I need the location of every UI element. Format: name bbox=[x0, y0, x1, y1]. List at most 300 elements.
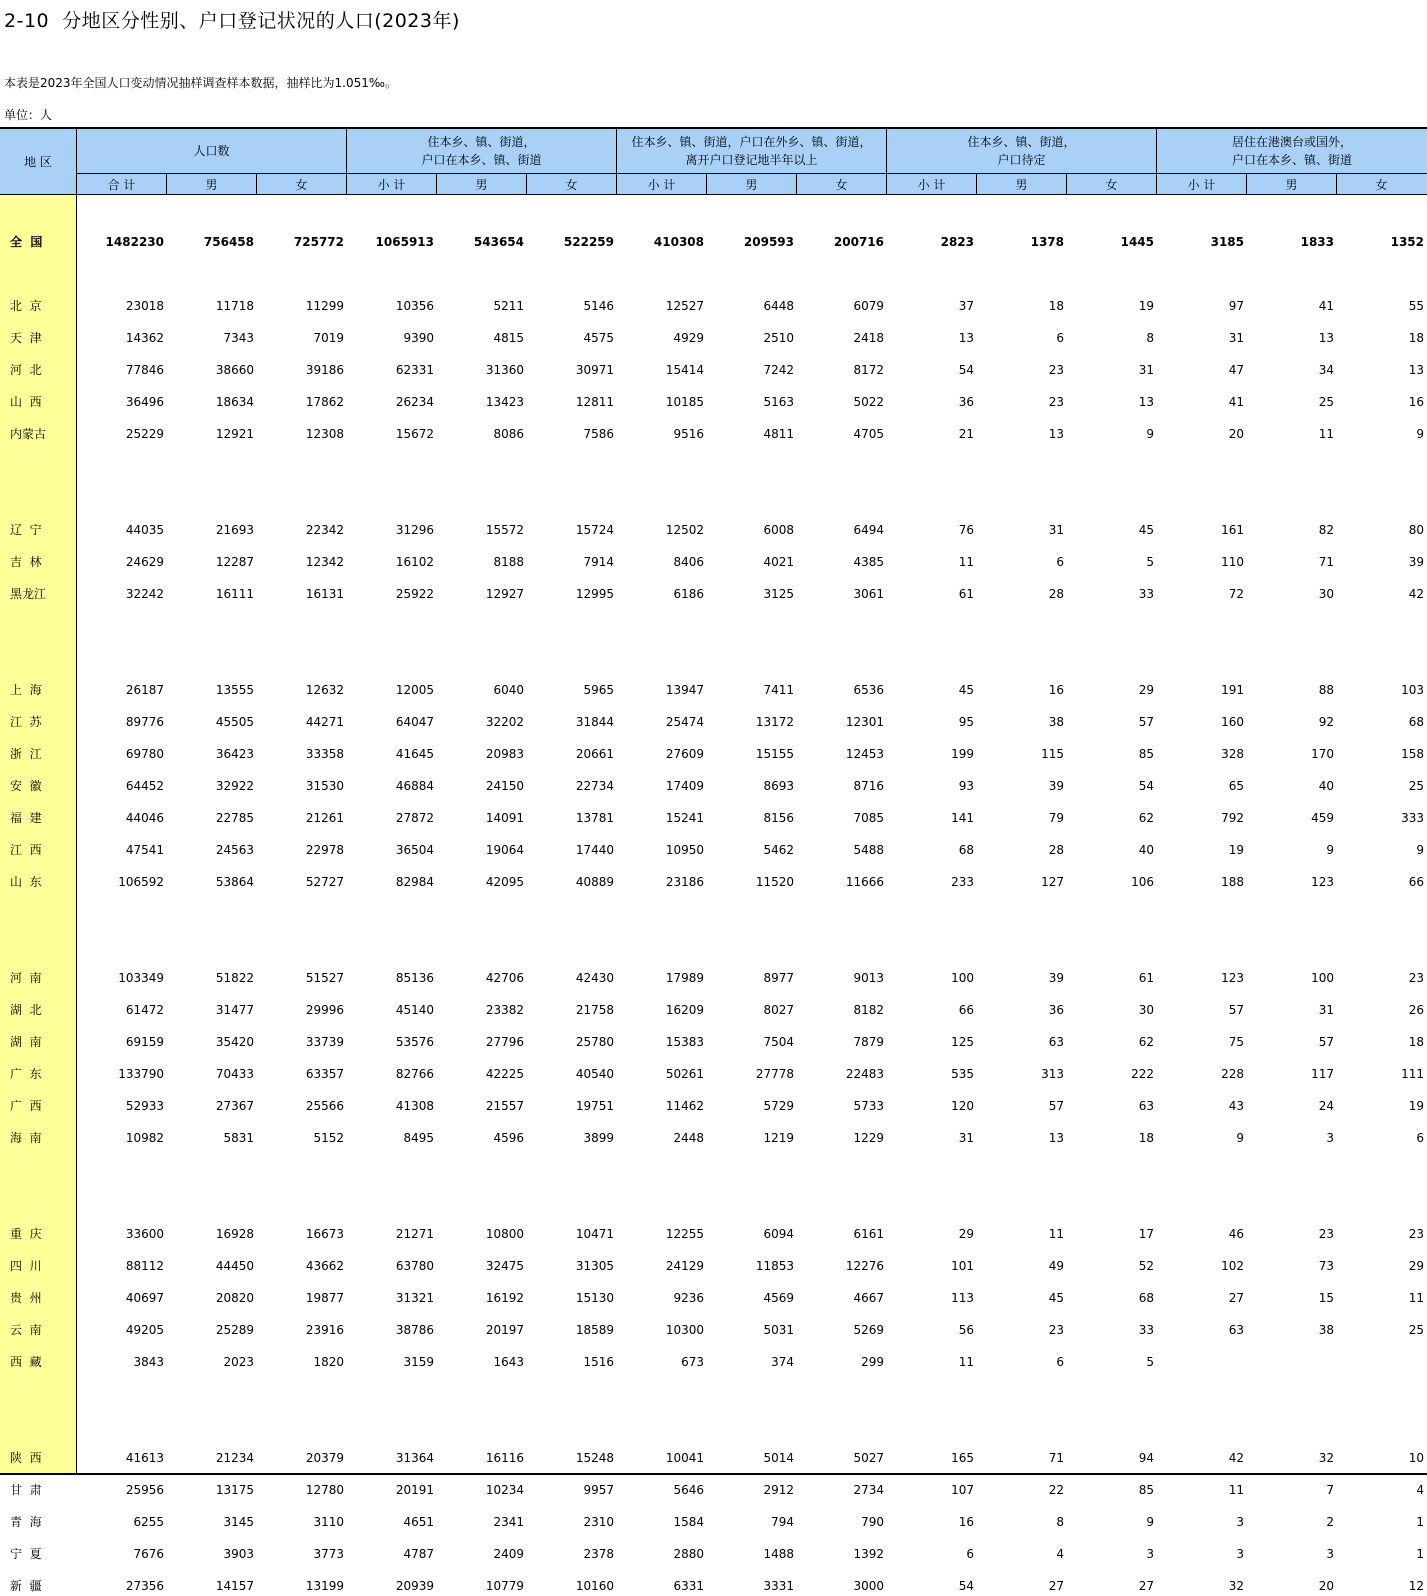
cell-value: 5027 bbox=[853, 1451, 884, 1465]
cell-value: 794 bbox=[771, 1515, 794, 1529]
cell-value: 13 bbox=[1048, 427, 1064, 441]
cell-value: 13781 bbox=[575, 811, 614, 825]
cell-value: 6 bbox=[1416, 1131, 1424, 1145]
cell-value: 57 bbox=[1318, 1035, 1334, 1049]
cell-value: 3899 bbox=[583, 1131, 614, 1145]
cell-value: 19751 bbox=[575, 1099, 614, 1113]
cell-value: 54 bbox=[958, 363, 974, 377]
cell-value: 29996 bbox=[305, 1003, 344, 1017]
cell-value: 4575 bbox=[583, 331, 614, 345]
region-name: 陕 西 bbox=[10, 1451, 42, 1465]
cell-value: 13172 bbox=[755, 715, 794, 729]
cell-value: 170 bbox=[1311, 747, 1334, 761]
cell-value: 27 bbox=[1228, 1291, 1244, 1305]
cell-value: 11 bbox=[958, 555, 974, 569]
cell-value: 13423 bbox=[485, 395, 524, 409]
cell-value: 36496 bbox=[125, 395, 164, 409]
region-name: 湖 南 bbox=[10, 1035, 42, 1049]
cell-value: 673 bbox=[681, 1355, 704, 1369]
cell-value: 26187 bbox=[125, 683, 164, 697]
cell-value: 107 bbox=[951, 1483, 974, 1497]
cell-value: 8495 bbox=[403, 1131, 434, 1145]
cell-value: 85136 bbox=[395, 971, 434, 985]
cell-value: 12342 bbox=[305, 555, 344, 569]
cell-value: 39 bbox=[1048, 779, 1064, 793]
cell-value: 24563 bbox=[215, 843, 254, 857]
cell-value: 10160 bbox=[575, 1579, 614, 1593]
region-name: 甘 肃 bbox=[10, 1483, 42, 1497]
cell-value: 8086 bbox=[493, 427, 524, 441]
cell-value: 7085 bbox=[853, 811, 884, 825]
cell-value: 68 bbox=[958, 843, 974, 857]
cell-value: 20 bbox=[1318, 1579, 1334, 1593]
cell-value: 82766 bbox=[395, 1067, 434, 1081]
cell-value: 40540 bbox=[575, 1067, 614, 1081]
cell-value: 13555 bbox=[215, 683, 254, 697]
table-row bbox=[0, 328, 1427, 348]
cell-value: 40697 bbox=[125, 1291, 164, 1305]
region-name: 西 藏 bbox=[10, 1355, 42, 1369]
cell-value: 133790 bbox=[118, 1067, 164, 1081]
cell-value: 53864 bbox=[215, 875, 254, 889]
cell-value: 299 bbox=[861, 1355, 884, 1369]
region-name: 浙 江 bbox=[10, 747, 42, 761]
cell-value: 20 bbox=[1228, 427, 1244, 441]
table-row bbox=[0, 776, 1427, 796]
cell-value: 32202 bbox=[485, 715, 524, 729]
cell-value: 3110 bbox=[313, 1515, 344, 1529]
cell-value: 36 bbox=[1048, 1003, 1064, 1017]
cell-value: 5211 bbox=[493, 299, 524, 313]
cell-value: 49 bbox=[1048, 1259, 1064, 1273]
cell-value: 27609 bbox=[665, 747, 704, 761]
cell-value: 95 bbox=[958, 715, 974, 729]
cell-value: 23 bbox=[1048, 1323, 1064, 1337]
subheader-col-9: 女 bbox=[835, 177, 848, 192]
cell-value: 2880 bbox=[673, 1547, 704, 1561]
cell-value: 16673 bbox=[305, 1227, 344, 1241]
cell-value: 3 bbox=[1236, 1515, 1244, 1529]
cell-value: 45 bbox=[958, 683, 974, 697]
cell-value: 9236 bbox=[673, 1291, 704, 1305]
cell-value: 113 bbox=[951, 1291, 974, 1305]
cell-value: 16116 bbox=[485, 1451, 524, 1465]
cell-value: 11 bbox=[1228, 1483, 1244, 1497]
cell-value: 51822 bbox=[215, 971, 254, 985]
cell-value: 30 bbox=[1318, 587, 1334, 601]
region-name: 新 疆 bbox=[10, 1579, 42, 1593]
cell-value: 45 bbox=[1048, 1291, 1064, 1305]
table-row bbox=[0, 1448, 1427, 1468]
table-row bbox=[0, 392, 1427, 412]
cell-value: 27872 bbox=[395, 811, 434, 825]
cell-value: 61 bbox=[958, 587, 974, 601]
cell-value: 12811 bbox=[575, 395, 614, 409]
cell-value: 27778 bbox=[755, 1067, 794, 1081]
cell-value: 40889 bbox=[575, 875, 614, 889]
cell-value: 1820 bbox=[313, 1355, 344, 1369]
cell-value: 3331 bbox=[763, 1579, 794, 1593]
unit-label: 单位：人 bbox=[4, 108, 53, 122]
cell-value: 92 bbox=[1318, 715, 1334, 729]
cell-value: 66 bbox=[958, 1003, 974, 1017]
cell-value: 56 bbox=[958, 1323, 974, 1337]
cell-value: 16102 bbox=[395, 555, 434, 569]
cell-value: 30 bbox=[1138, 1003, 1154, 1017]
cell-value: 45505 bbox=[215, 715, 254, 729]
cell-value: 3159 bbox=[403, 1355, 434, 1369]
cell-value: 1065913 bbox=[375, 235, 434, 249]
cell-value: 31 bbox=[1318, 1003, 1334, 1017]
cell-value: 30971 bbox=[575, 363, 614, 377]
cell-value: 6186 bbox=[673, 587, 704, 601]
cell-value: 15241 bbox=[665, 811, 704, 825]
cell-value: 22 bbox=[1048, 1483, 1064, 1497]
region-name: 青 海 bbox=[10, 1515, 42, 1529]
cell-value: 1584 bbox=[673, 1515, 704, 1529]
cell-value: 1229 bbox=[853, 1131, 884, 1145]
cell-value: 68 bbox=[1138, 1291, 1154, 1305]
cell-value: 2023 bbox=[223, 1355, 254, 1369]
cell-value: 5 bbox=[1146, 555, 1154, 569]
cell-value: 756458 bbox=[203, 235, 254, 249]
cell-value: 24150 bbox=[485, 779, 524, 793]
cell-value: 15 bbox=[1318, 1291, 1334, 1305]
cell-value: 31364 bbox=[395, 1451, 434, 1465]
cell-value: 21557 bbox=[485, 1099, 524, 1113]
cell-value: 6094 bbox=[763, 1227, 794, 1241]
cell-value: 16 bbox=[1408, 395, 1424, 409]
cell-value: 7586 bbox=[583, 427, 614, 441]
cell-value: 160 bbox=[1221, 715, 1244, 729]
cell-value: 46 bbox=[1228, 1227, 1244, 1241]
table-row bbox=[0, 872, 1427, 892]
cell-value: 1833 bbox=[1300, 235, 1334, 249]
cell-value: 1219 bbox=[763, 1131, 794, 1145]
cell-value: 42706 bbox=[485, 971, 524, 985]
cell-value: 31296 bbox=[395, 523, 434, 537]
cell-value: 20939 bbox=[395, 1579, 434, 1593]
table-row bbox=[0, 1256, 1427, 1276]
subheader-col-15: 女 bbox=[1375, 177, 1388, 192]
cell-value: 38660 bbox=[215, 363, 254, 377]
cell-value: 32 bbox=[1228, 1579, 1244, 1593]
cell-value: 7242 bbox=[763, 363, 794, 377]
cell-value: 3 bbox=[1236, 1547, 1244, 1561]
cell-value: 5031 bbox=[763, 1323, 794, 1337]
cell-value: 69780 bbox=[125, 747, 164, 761]
cell-value: 57 bbox=[1228, 1003, 1244, 1017]
cell-value: 228 bbox=[1221, 1067, 1244, 1081]
cell-value: 75 bbox=[1228, 1035, 1244, 1049]
cell-value: 21234 bbox=[215, 1451, 254, 1465]
table-row bbox=[0, 808, 1427, 828]
cell-value: 77846 bbox=[125, 363, 164, 377]
cell-value: 9 bbox=[1146, 1515, 1154, 1529]
table-row bbox=[0, 968, 1427, 988]
cell-value: 57 bbox=[1138, 715, 1154, 729]
cell-value: 82984 bbox=[395, 875, 434, 889]
cell-value: 28 bbox=[1048, 587, 1064, 601]
cell-value: 6536 bbox=[853, 683, 884, 697]
cell-value: 24 bbox=[1318, 1099, 1334, 1113]
region-name: 海 南 bbox=[10, 1131, 42, 1145]
header-group-4-line1: 住本乡、镇、街道， bbox=[967, 135, 1076, 149]
cell-value: 6494 bbox=[853, 523, 884, 537]
cell-value: 7676 bbox=[133, 1547, 164, 1561]
subheader-col-7: 小 计 bbox=[647, 177, 676, 192]
cell-value: 9 bbox=[1416, 843, 1424, 857]
cell-value: 42430 bbox=[575, 971, 614, 985]
cell-value: 6448 bbox=[763, 299, 794, 313]
cell-value: 25 bbox=[1408, 1323, 1424, 1337]
table-row bbox=[0, 1224, 1427, 1244]
table-row bbox=[0, 584, 1427, 604]
cell-value: 29 bbox=[958, 1227, 974, 1241]
cell-value: 2418 bbox=[853, 331, 884, 345]
cell-value: 117 bbox=[1311, 1067, 1334, 1081]
cell-value: 12287 bbox=[215, 555, 254, 569]
cell-value: 200716 bbox=[833, 235, 884, 249]
cell-value: 15155 bbox=[755, 747, 794, 761]
cell-value: 3185 bbox=[1210, 235, 1244, 249]
region-name: 四 川 bbox=[10, 1259, 42, 1273]
table-row bbox=[0, 744, 1427, 764]
cell-value: 1445 bbox=[1120, 235, 1154, 249]
cell-value: 22483 bbox=[845, 1067, 884, 1081]
cell-value: 9 bbox=[1326, 843, 1334, 857]
cell-value: 71 bbox=[1318, 555, 1334, 569]
cell-value: 17409 bbox=[665, 779, 704, 793]
cell-value: 10779 bbox=[485, 1579, 524, 1593]
header-group-2-line1: 住本乡、镇、街道， bbox=[427, 135, 536, 149]
region-name: 辽 宁 bbox=[10, 523, 42, 537]
cell-value: 24129 bbox=[665, 1259, 704, 1273]
cell-value: 18 bbox=[1408, 1035, 1424, 1049]
region-name: 内蒙古 bbox=[10, 427, 47, 441]
cell-value: 16192 bbox=[485, 1291, 524, 1305]
region-name: 上 海 bbox=[10, 683, 42, 697]
cell-value: 21693 bbox=[215, 523, 254, 537]
cell-value: 1516 bbox=[583, 1355, 614, 1369]
cell-value: 20661 bbox=[575, 747, 614, 761]
cell-value: 25922 bbox=[395, 587, 434, 601]
table-row bbox=[0, 1480, 1427, 1500]
cell-value: 141 bbox=[951, 811, 974, 825]
region-name: 天 津 bbox=[10, 331, 42, 345]
cell-value: 313 bbox=[1041, 1067, 1064, 1081]
cell-value: 115 bbox=[1041, 747, 1064, 761]
region-name: 吉 林 bbox=[10, 555, 42, 569]
cell-value: 3843 bbox=[133, 1355, 164, 1369]
cell-value: 41 bbox=[1318, 299, 1334, 313]
cell-value: 36504 bbox=[395, 843, 434, 857]
region-name: 黑龙江 bbox=[10, 587, 47, 601]
cell-value: 106 bbox=[1131, 875, 1154, 889]
subheader-col-8: 男 bbox=[745, 177, 758, 192]
cell-value: 4705 bbox=[853, 427, 884, 441]
cell-value: 22342 bbox=[305, 523, 344, 537]
cell-value: 5646 bbox=[673, 1483, 704, 1497]
cell-value: 18 bbox=[1138, 1131, 1154, 1145]
cell-value: 1352 bbox=[1390, 235, 1424, 249]
subheader-col-12: 女 bbox=[1105, 177, 1118, 192]
cell-value: 13 bbox=[1318, 331, 1334, 345]
cell-value: 10982 bbox=[125, 1131, 164, 1145]
cell-value: 20820 bbox=[215, 1291, 254, 1305]
header-group-1 bbox=[77, 129, 346, 173]
cell-value: 3 bbox=[1326, 1547, 1334, 1561]
table-row bbox=[0, 360, 1427, 380]
cell-value: 15130 bbox=[575, 1291, 614, 1305]
cell-value: 82 bbox=[1318, 523, 1334, 537]
cell-value: 165 bbox=[951, 1451, 974, 1465]
cell-value: 31844 bbox=[575, 715, 614, 729]
table-row bbox=[0, 680, 1427, 700]
cell-value: 42095 bbox=[485, 875, 524, 889]
cell-value: 25566 bbox=[305, 1099, 344, 1113]
cell-value: 522259 bbox=[563, 235, 614, 249]
cell-value: 5 bbox=[1146, 1355, 1154, 1369]
cell-value: 6 bbox=[1056, 555, 1064, 569]
subheader-col-13: 小 计 bbox=[1187, 177, 1216, 192]
region-name: 河 南 bbox=[10, 971, 42, 985]
cell-value: 71 bbox=[1048, 1451, 1064, 1465]
cell-value: 50261 bbox=[665, 1067, 704, 1081]
region-name: 宁 夏 bbox=[10, 1547, 42, 1561]
cell-value: 31 bbox=[1138, 363, 1154, 377]
cell-value: 8406 bbox=[673, 555, 704, 569]
cell-value: 9957 bbox=[583, 1483, 614, 1497]
cell-value: 38 bbox=[1318, 1323, 1334, 1337]
cell-value: 19877 bbox=[305, 1291, 344, 1305]
cell-value: 12301 bbox=[845, 715, 884, 729]
cell-value: 25474 bbox=[665, 715, 704, 729]
cell-value: 10356 bbox=[395, 299, 434, 313]
cell-value: 11 bbox=[1048, 1227, 1064, 1241]
cell-value: 49205 bbox=[125, 1323, 164, 1337]
cell-value: 44035 bbox=[125, 523, 164, 537]
cell-value: 123 bbox=[1221, 971, 1244, 985]
subheader-col-2: 男 bbox=[205, 177, 218, 192]
cell-value: 31530 bbox=[305, 779, 344, 793]
region-name: 江 西 bbox=[10, 843, 42, 857]
cell-value: 39186 bbox=[305, 363, 344, 377]
cell-value: 89776 bbox=[125, 715, 164, 729]
header-region: 地 区 bbox=[24, 155, 52, 169]
cell-value: 21 bbox=[958, 427, 974, 441]
subheader-col-14: 男 bbox=[1285, 177, 1298, 192]
cell-value: 13175 bbox=[215, 1483, 254, 1497]
subheader-col-6: 女 bbox=[565, 177, 578, 192]
cell-value: 39 bbox=[1048, 971, 1064, 985]
cell-value: 54 bbox=[1138, 779, 1154, 793]
cell-value: 3 bbox=[1146, 1547, 1154, 1561]
region-name: 贵 州 bbox=[10, 1291, 42, 1305]
region-name: 广 西 bbox=[10, 1099, 42, 1113]
cell-value: 26234 bbox=[395, 395, 434, 409]
cell-value: 100 bbox=[951, 971, 974, 985]
cell-value: 29 bbox=[1408, 1259, 1424, 1273]
cell-value: 12005 bbox=[395, 683, 434, 697]
cell-value: 6040 bbox=[493, 683, 524, 697]
cell-value: 23 bbox=[1048, 363, 1064, 377]
cell-value: 10041 bbox=[665, 1451, 704, 1465]
cell-value: 4569 bbox=[763, 1291, 794, 1305]
cell-value: 1392 bbox=[853, 1547, 884, 1561]
cell-value: 69159 bbox=[125, 1035, 164, 1049]
cell-value: 43662 bbox=[305, 1259, 344, 1273]
cell-value: 8 bbox=[1056, 1515, 1064, 1529]
cell-value: 5729 bbox=[763, 1099, 794, 1113]
table-row bbox=[0, 552, 1427, 572]
cell-value: 5022 bbox=[853, 395, 884, 409]
cell-value: 3 bbox=[1326, 1131, 1334, 1145]
cell-value: 41645 bbox=[395, 747, 434, 761]
cell-value: 85 bbox=[1138, 1483, 1154, 1497]
cell-value: 9516 bbox=[673, 427, 704, 441]
cell-value: 47 bbox=[1228, 363, 1244, 377]
cell-value: 39 bbox=[1408, 555, 1424, 569]
cell-value: 6161 bbox=[853, 1227, 884, 1241]
table-row bbox=[0, 840, 1427, 860]
cell-value: 1482230 bbox=[105, 235, 164, 249]
cell-value: 54 bbox=[958, 1579, 974, 1593]
cell-value: 459 bbox=[1311, 811, 1334, 825]
cell-value: 23 bbox=[1318, 1227, 1334, 1241]
cell-value: 11666 bbox=[845, 875, 884, 889]
cell-value: 188 bbox=[1221, 875, 1244, 889]
cell-value: 20983 bbox=[485, 747, 524, 761]
cell-value: 13199 bbox=[305, 1579, 344, 1593]
cell-value: 40 bbox=[1318, 779, 1334, 793]
cell-value: 2510 bbox=[763, 331, 794, 345]
cell-value: 25 bbox=[1408, 779, 1424, 793]
cell-value: 63 bbox=[1048, 1035, 1064, 1049]
cell-value: 72 bbox=[1228, 587, 1244, 601]
cell-value: 1378 bbox=[1030, 235, 1064, 249]
region-name: 北 京 bbox=[10, 299, 42, 313]
cell-value: 14362 bbox=[125, 331, 164, 345]
cell-value: 52933 bbox=[125, 1099, 164, 1113]
table-row bbox=[0, 1000, 1427, 1020]
cell-value: 62331 bbox=[395, 363, 434, 377]
cell-value: 21261 bbox=[305, 811, 344, 825]
header-group-5-line1: 居住在港澳台或国外， bbox=[1231, 135, 1352, 149]
region-name: 河 北 bbox=[10, 363, 42, 377]
cell-value: 3061 bbox=[853, 587, 884, 601]
cell-value: 52727 bbox=[305, 875, 344, 889]
cell-value: 33 bbox=[1138, 587, 1154, 601]
cell-value: 15672 bbox=[395, 427, 434, 441]
table-row bbox=[0, 1576, 1427, 1596]
cell-value: 2341 bbox=[493, 1515, 524, 1529]
cell-value: 31305 bbox=[575, 1259, 614, 1273]
cell-value: 5163 bbox=[763, 395, 794, 409]
cell-value: 16111 bbox=[215, 587, 254, 601]
cell-value: 5831 bbox=[223, 1131, 254, 1145]
cell-value: 199 bbox=[951, 747, 974, 761]
cell-value: 4596 bbox=[493, 1131, 524, 1145]
cell-value: 32922 bbox=[215, 779, 254, 793]
cell-value: 41308 bbox=[395, 1099, 434, 1113]
cell-value: 70433 bbox=[215, 1067, 254, 1081]
cell-value: 16928 bbox=[215, 1227, 254, 1241]
subheader-col-1: 合 计 bbox=[107, 177, 136, 192]
cell-value: 68 bbox=[1408, 715, 1424, 729]
cell-value: 19064 bbox=[485, 843, 524, 857]
cell-value: 9390 bbox=[403, 331, 434, 345]
